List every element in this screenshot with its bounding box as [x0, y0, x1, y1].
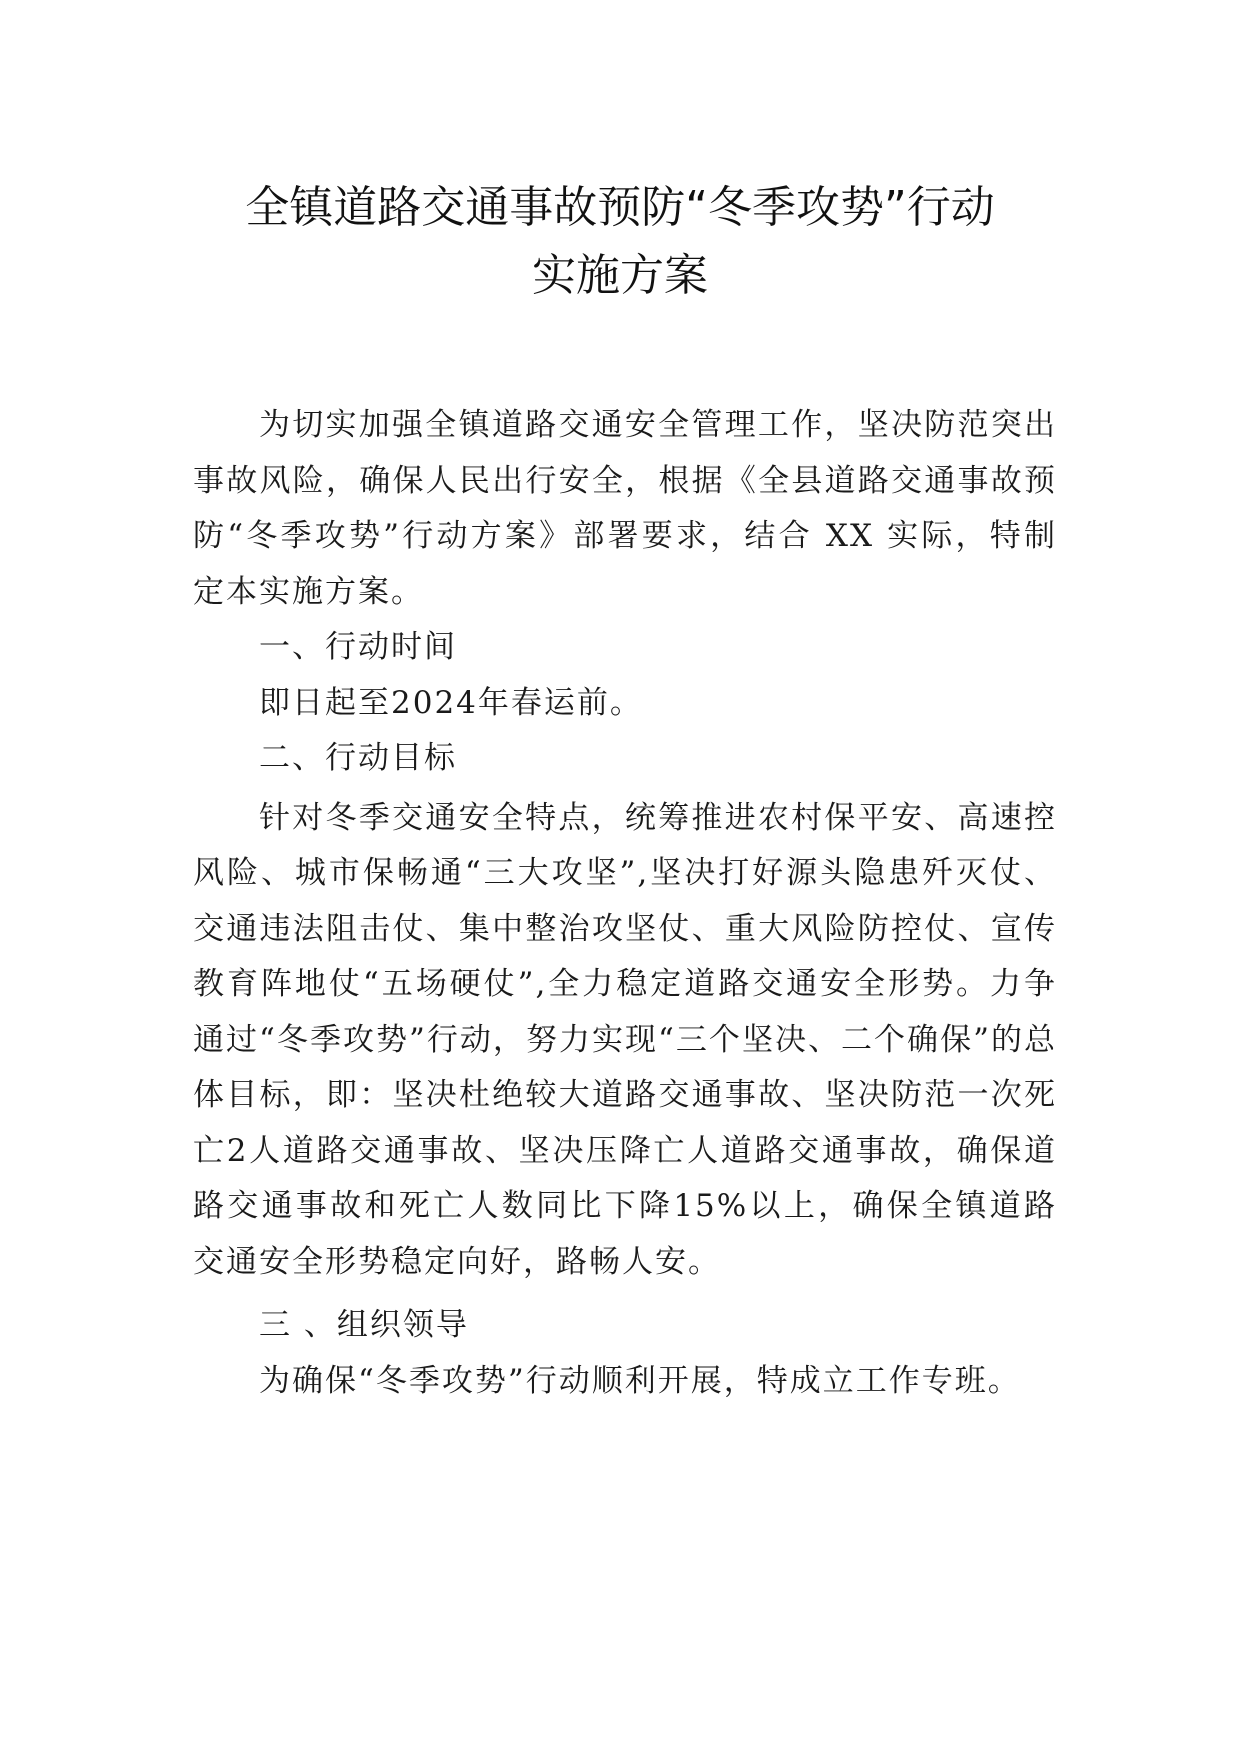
section-text-goal: 针对冬季交通安全特点，统筹推进农村保平安、高速控风险、城市保畅通“三大攻坚”,坚决打好源头隐患歼灭仗、交通违法阻击仗、集中整治攻坚仗、重大风险防控仗、宣传教育阵地仗“五场硬仗”,全力稳定道路交通安全形势。力争通过“冬季攻势”行动，努力实现“三个坚决、二个确保”的总体目标，即：坚决杜绝较大道路交通事故、坚决防范一次死亡2人道路交通事故、坚决压降亡人道路交通事故，确保道路交通事故和死亡人数同比下降15%以上，确保全镇道路交通安全形势稳定向好，路畅人安。 [193, 799, 1057, 1280]
section-text-organization: 为确保“冬季攻势”行动顺利开展，特成立工作专班。 [259, 1362, 1021, 1399]
section-heading-time: 一、行动时间 [259, 629, 457, 665]
document-body [193, 398, 1057, 1409]
document-title-line-1: 全镇道路交通事故预防“冬季攻势”行动 [245, 182, 995, 233]
document-title-line-2: 实施方案 [532, 250, 708, 301]
section-heading-organization: 三 、组织领导 [259, 1307, 469, 1343]
section-text-time: 即日起至2024年春运前。 [259, 684, 643, 721]
intro-paragraph: 为切实加强全镇道路交通安全管理工作，坚决防范突出事故风险，确保人民出行安全，根据《全县道路交通事故预防“冬季攻势”行动方案》部署要求，结合 XX 实际，特制定本实施方案。 [193, 407, 1057, 610]
section-heading-goal: 二、行动目标 [259, 740, 457, 776]
